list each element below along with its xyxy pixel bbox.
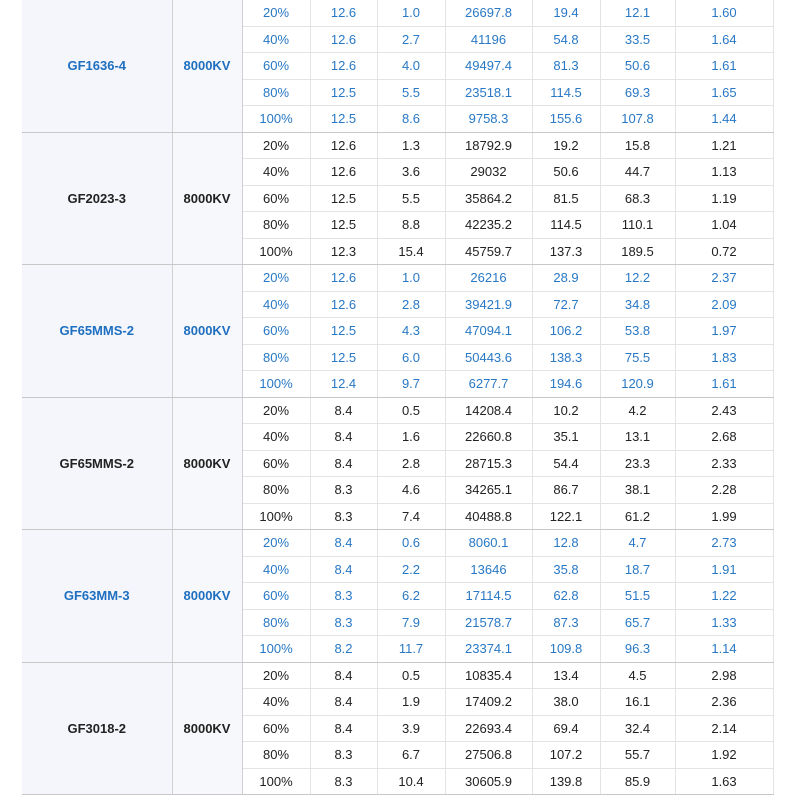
current-cell: 5.5 xyxy=(377,185,445,212)
efficiency-cell: 2.43 xyxy=(675,397,773,424)
efficiency-cell: 1.22 xyxy=(675,583,773,610)
voltage-cell: 8.4 xyxy=(310,689,377,716)
rpm-cell: 42235.2 xyxy=(445,212,532,239)
thrust-cell: 86.7 xyxy=(532,477,600,504)
voltage-cell: 12.6 xyxy=(310,265,377,292)
current-cell: 11.7 xyxy=(377,636,445,663)
current-cell: 6.0 xyxy=(377,344,445,371)
voltage-cell: 12.6 xyxy=(310,132,377,159)
power-cell: 110.1 xyxy=(600,212,675,239)
rpm-cell: 8060.1 xyxy=(445,530,532,557)
thrust-cell: 28.9 xyxy=(532,265,600,292)
power-cell: 34.8 xyxy=(600,291,675,318)
thrust-cell: 137.3 xyxy=(532,238,600,265)
power-cell: 53.8 xyxy=(600,318,675,345)
current-cell: 9.7 xyxy=(377,371,445,398)
voltage-cell: 8.3 xyxy=(310,742,377,769)
efficiency-cell: 2.33 xyxy=(675,450,773,477)
efficiency-cell: 1.60 xyxy=(675,0,773,26)
throttle-cell: 20% xyxy=(242,530,310,557)
current-cell: 5.5 xyxy=(377,79,445,106)
current-cell: 0.6 xyxy=(377,530,445,557)
voltage-cell: 12.6 xyxy=(310,159,377,186)
thrust-cell: 12.8 xyxy=(532,530,600,557)
thrust-cell: 194.6 xyxy=(532,371,600,398)
efficiency-cell: 1.14 xyxy=(675,636,773,663)
thrust-cell: 35.1 xyxy=(532,424,600,451)
throttle-cell: 20% xyxy=(242,397,310,424)
rpm-cell: 18792.9 xyxy=(445,132,532,159)
power-cell: 23.3 xyxy=(600,450,675,477)
voltage-cell: 8.3 xyxy=(310,583,377,610)
voltage-cell: 8.4 xyxy=(310,397,377,424)
table-body xyxy=(22,0,773,795)
model-name-cell: GF1636-4 xyxy=(22,0,172,132)
efficiency-cell: 2.28 xyxy=(675,477,773,504)
rpm-cell: 41196 xyxy=(445,26,532,53)
current-cell: 1.6 xyxy=(377,424,445,451)
rpm-cell: 14208.4 xyxy=(445,397,532,424)
throttle-cell: 20% xyxy=(242,662,310,689)
thrust-cell: 72.7 xyxy=(532,291,600,318)
throttle-cell: 40% xyxy=(242,556,310,583)
table-row xyxy=(22,397,773,424)
thrust-cell: 35.8 xyxy=(532,556,600,583)
rpm-cell: 30605.9 xyxy=(445,768,532,795)
kv-rating-cell: 8000KV xyxy=(172,530,242,663)
thrust-cell: 69.4 xyxy=(532,715,600,742)
power-cell: 189.5 xyxy=(600,238,675,265)
efficiency-cell: 1.99 xyxy=(675,503,773,530)
thrust-cell: 81.5 xyxy=(532,185,600,212)
efficiency-cell: 1.13 xyxy=(675,159,773,186)
current-cell: 7.9 xyxy=(377,609,445,636)
efficiency-cell: 1.44 xyxy=(675,106,773,133)
rpm-cell: 23518.1 xyxy=(445,79,532,106)
rpm-cell: 50443.6 xyxy=(445,344,532,371)
current-cell: 0.5 xyxy=(377,662,445,689)
efficiency-cell: 1.61 xyxy=(675,53,773,80)
throttle-cell: 60% xyxy=(242,53,310,80)
current-cell: 15.4 xyxy=(377,238,445,265)
current-cell: 1.0 xyxy=(377,0,445,26)
efficiency-cell: 1.21 xyxy=(675,132,773,159)
current-cell: 2.8 xyxy=(377,291,445,318)
power-cell: 12.2 xyxy=(600,265,675,292)
thrust-cell: 62.8 xyxy=(532,583,600,610)
throttle-cell: 80% xyxy=(242,212,310,239)
power-cell: 96.3 xyxy=(600,636,675,663)
throttle-cell: 20% xyxy=(242,0,310,26)
voltage-cell: 8.4 xyxy=(310,662,377,689)
voltage-cell: 12.3 xyxy=(310,238,377,265)
current-cell: 4.0 xyxy=(377,53,445,80)
throttle-cell: 80% xyxy=(242,609,310,636)
rpm-cell: 26216 xyxy=(445,265,532,292)
table-row xyxy=(22,265,773,292)
voltage-cell: 12.5 xyxy=(310,185,377,212)
voltage-cell: 8.2 xyxy=(310,636,377,663)
throttle-cell: 40% xyxy=(242,26,310,53)
thrust-cell: 10.2 xyxy=(532,397,600,424)
rpm-cell: 17409.2 xyxy=(445,689,532,716)
efficiency-cell: 1.92 xyxy=(675,742,773,769)
rpm-cell: 40488.8 xyxy=(445,503,532,530)
efficiency-cell: 1.64 xyxy=(675,26,773,53)
voltage-cell: 12.6 xyxy=(310,291,377,318)
current-cell: 1.9 xyxy=(377,689,445,716)
throttle-cell: 80% xyxy=(242,79,310,106)
power-cell: 50.6 xyxy=(600,53,675,80)
throttle-cell: 20% xyxy=(242,265,310,292)
thrust-cell: 114.5 xyxy=(532,212,600,239)
thrust-cell: 19.4 xyxy=(532,0,600,26)
rpm-cell: 22693.4 xyxy=(445,715,532,742)
thrust-cell: 38.0 xyxy=(532,689,600,716)
throttle-cell: 40% xyxy=(242,424,310,451)
thrust-cell: 50.6 xyxy=(532,159,600,186)
power-cell: 65.7 xyxy=(600,609,675,636)
throttle-cell: 60% xyxy=(242,715,310,742)
efficiency-cell: 2.73 xyxy=(675,530,773,557)
thrust-cell: 122.1 xyxy=(532,503,600,530)
power-cell: 44.7 xyxy=(600,159,675,186)
efficiency-cell: 1.33 xyxy=(675,609,773,636)
efficiency-cell: 1.61 xyxy=(675,371,773,398)
power-cell: 13.1 xyxy=(600,424,675,451)
current-cell: 6.2 xyxy=(377,583,445,610)
table-row xyxy=(22,662,773,689)
rpm-cell: 22660.8 xyxy=(445,424,532,451)
voltage-cell: 12.6 xyxy=(310,0,377,26)
voltage-cell: 12.5 xyxy=(310,106,377,133)
throttle-cell: 80% xyxy=(242,344,310,371)
throttle-cell: 100% xyxy=(242,371,310,398)
voltage-cell: 12.6 xyxy=(310,26,377,53)
voltage-cell: 8.4 xyxy=(310,530,377,557)
table-row xyxy=(22,0,773,26)
kv-rating-cell: 8000KV xyxy=(172,662,242,795)
efficiency-cell: 0.72 xyxy=(675,238,773,265)
rpm-cell: 45759.7 xyxy=(445,238,532,265)
efficiency-cell: 2.68 xyxy=(675,424,773,451)
power-cell: 38.1 xyxy=(600,477,675,504)
throttle-cell: 80% xyxy=(242,477,310,504)
power-cell: 85.9 xyxy=(600,768,675,795)
efficiency-cell: 1.83 xyxy=(675,344,773,371)
efficiency-cell: 1.97 xyxy=(675,318,773,345)
voltage-cell: 8.3 xyxy=(310,768,377,795)
thrust-cell: 19.2 xyxy=(532,132,600,159)
voltage-cell: 12.5 xyxy=(310,318,377,345)
throttle-cell: 40% xyxy=(242,291,310,318)
efficiency-cell: 2.09 xyxy=(675,291,773,318)
power-cell: 33.5 xyxy=(600,26,675,53)
voltage-cell: 8.3 xyxy=(310,477,377,504)
rpm-cell: 6277.7 xyxy=(445,371,532,398)
throttle-cell: 60% xyxy=(242,450,310,477)
throttle-cell: 100% xyxy=(242,768,310,795)
efficiency-cell: 1.04 xyxy=(675,212,773,239)
voltage-cell: 8.4 xyxy=(310,450,377,477)
efficiency-cell: 2.98 xyxy=(675,662,773,689)
throttle-cell: 100% xyxy=(242,238,310,265)
efficiency-cell: 2.14 xyxy=(675,715,773,742)
voltage-cell: 12.4 xyxy=(310,371,377,398)
voltage-cell: 12.5 xyxy=(310,212,377,239)
rpm-cell: 29032 xyxy=(445,159,532,186)
rpm-cell: 28715.3 xyxy=(445,450,532,477)
rpm-cell: 27506.8 xyxy=(445,742,532,769)
voltage-cell: 8.4 xyxy=(310,715,377,742)
model-name-cell: GF3018-2 xyxy=(22,662,172,795)
current-cell: 4.6 xyxy=(377,477,445,504)
efficiency-cell: 1.65 xyxy=(675,79,773,106)
power-cell: 4.5 xyxy=(600,662,675,689)
current-cell: 1.0 xyxy=(377,265,445,292)
rpm-cell: 39421.9 xyxy=(445,291,532,318)
current-cell: 1.3 xyxy=(377,132,445,159)
throttle-cell: 60% xyxy=(242,318,310,345)
throttle-cell: 40% xyxy=(242,159,310,186)
efficiency-cell: 1.91 xyxy=(675,556,773,583)
rpm-cell: 21578.7 xyxy=(445,609,532,636)
rpm-cell: 9758.3 xyxy=(445,106,532,133)
current-cell: 2.7 xyxy=(377,26,445,53)
throttle-cell: 100% xyxy=(242,636,310,663)
current-cell: 6.7 xyxy=(377,742,445,769)
power-cell: 12.1 xyxy=(600,0,675,26)
power-cell: 51.5 xyxy=(600,583,675,610)
power-cell: 16.1 xyxy=(600,689,675,716)
throttle-cell: 20% xyxy=(242,132,310,159)
throttle-cell: 40% xyxy=(242,689,310,716)
voltage-cell: 8.3 xyxy=(310,503,377,530)
rpm-cell: 23374.1 xyxy=(445,636,532,663)
efficiency-cell: 2.37 xyxy=(675,265,773,292)
voltage-cell: 12.5 xyxy=(310,79,377,106)
thrust-cell: 81.3 xyxy=(532,53,600,80)
power-cell: 4.7 xyxy=(600,530,675,557)
current-cell: 10.4 xyxy=(377,768,445,795)
model-name-cell: GF65MMS-2 xyxy=(22,265,172,398)
thrust-cell: 106.2 xyxy=(532,318,600,345)
rpm-cell: 49497.4 xyxy=(445,53,532,80)
thrust-cell: 87.3 xyxy=(532,609,600,636)
efficiency-cell: 2.36 xyxy=(675,689,773,716)
power-cell: 18.7 xyxy=(600,556,675,583)
model-name-cell: GF65MMS-2 xyxy=(22,397,172,530)
model-name-cell: GF2023-3 xyxy=(22,132,172,265)
rpm-cell: 26697.8 xyxy=(445,0,532,26)
power-cell: 68.3 xyxy=(600,185,675,212)
motor-test-table xyxy=(22,0,774,795)
power-cell: 61.2 xyxy=(600,503,675,530)
throttle-cell: 60% xyxy=(242,583,310,610)
thrust-cell: 138.3 xyxy=(532,344,600,371)
rpm-cell: 35864.2 xyxy=(445,185,532,212)
voltage-cell: 8.3 xyxy=(310,609,377,636)
current-cell: 2.8 xyxy=(377,450,445,477)
current-cell: 3.6 xyxy=(377,159,445,186)
current-cell: 0.5 xyxy=(377,397,445,424)
power-cell: 120.9 xyxy=(600,371,675,398)
rpm-cell: 13646 xyxy=(445,556,532,583)
table-row xyxy=(22,132,773,159)
thrust-cell: 107.2 xyxy=(532,742,600,769)
throttle-cell: 60% xyxy=(242,185,310,212)
thrust-cell: 155.6 xyxy=(532,106,600,133)
power-cell: 15.8 xyxy=(600,132,675,159)
throttle-cell: 100% xyxy=(242,503,310,530)
current-cell: 2.2 xyxy=(377,556,445,583)
thrust-cell: 109.8 xyxy=(532,636,600,663)
efficiency-cell: 1.63 xyxy=(675,768,773,795)
thrust-cell: 54.8 xyxy=(532,26,600,53)
voltage-cell: 8.4 xyxy=(310,424,377,451)
thrust-cell: 54.4 xyxy=(532,450,600,477)
power-cell: 32.4 xyxy=(600,715,675,742)
rpm-cell: 47094.1 xyxy=(445,318,532,345)
current-cell: 8.8 xyxy=(377,212,445,239)
kv-rating-cell: 8000KV xyxy=(172,132,242,265)
power-cell: 107.8 xyxy=(600,106,675,133)
table-row xyxy=(22,530,773,557)
kv-rating-cell: 8000KV xyxy=(172,265,242,398)
throttle-cell: 80% xyxy=(242,742,310,769)
current-cell: 4.3 xyxy=(377,318,445,345)
thrust-cell: 114.5 xyxy=(532,79,600,106)
power-cell: 75.5 xyxy=(600,344,675,371)
current-cell: 8.6 xyxy=(377,106,445,133)
thrust-cell: 139.8 xyxy=(532,768,600,795)
model-name-cell: GF63MM-3 xyxy=(22,530,172,663)
throttle-cell: 100% xyxy=(242,106,310,133)
current-cell: 3.9 xyxy=(377,715,445,742)
power-cell: 4.2 xyxy=(600,397,675,424)
thrust-cell: 13.4 xyxy=(532,662,600,689)
kv-rating-cell: 8000KV xyxy=(172,397,242,530)
voltage-cell: 12.6 xyxy=(310,53,377,80)
rpm-cell: 10835.4 xyxy=(445,662,532,689)
power-cell: 55.7 xyxy=(600,742,675,769)
rpm-cell: 17114.5 xyxy=(445,583,532,610)
current-cell: 7.4 xyxy=(377,503,445,530)
efficiency-cell: 1.19 xyxy=(675,185,773,212)
voltage-cell: 8.4 xyxy=(310,556,377,583)
rpm-cell: 34265.1 xyxy=(445,477,532,504)
power-cell: 69.3 xyxy=(600,79,675,106)
kv-rating-cell: 8000KV xyxy=(172,0,242,132)
voltage-cell: 12.5 xyxy=(310,344,377,371)
